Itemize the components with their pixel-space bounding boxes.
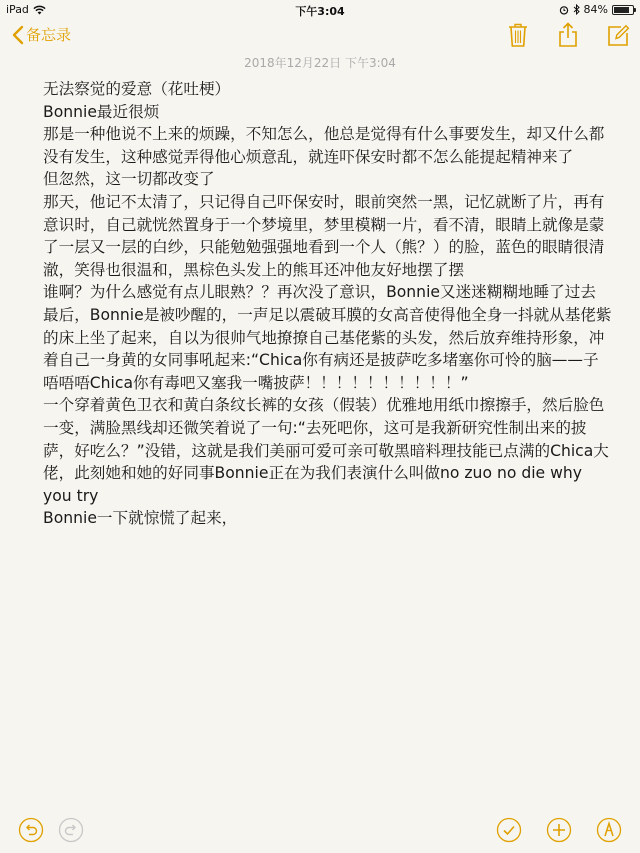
status-time: 下午3:04: [295, 5, 345, 18]
checklist-icon[interactable]: [496, 817, 522, 843]
trash-icon[interactable]: [506, 22, 530, 48]
note-paragraph: 谁啊？为什么感觉有点儿眼熟？？再次没了意识，Bonnie又迷迷糊糊地睡了过去: [43, 283, 596, 302]
note-date: 2018年12月22日 下午3:04: [244, 56, 396, 70]
nav-actions: [506, 22, 630, 48]
note-paragraph: 那天，他记不太清了，只记得自己吓保安时，眼前突然一黑，记忆就断了片，再有意识时，自己就恍然置身于一个梦境里，梦里模糊一片，看不清，眼睛上就像是蒙了一层又一层的白纱，只能勉勉强强地看到一个人（熊？）的脸，蓝色的眼睛很清澈，笑得也很温和，黑棕色头发上的熊耳还冲他友好地摆了摆: [43, 192, 605, 279]
note-paragraph: 但忽然，这一切都改变了: [43, 170, 215, 189]
toolbar-left: [18, 817, 84, 843]
add-icon[interactable]: [546, 817, 572, 843]
alarm-icon: [559, 5, 569, 15]
toolbar-right: [496, 817, 622, 843]
redo-icon[interactable]: [58, 817, 84, 843]
battery-percent: 84%: [583, 3, 608, 16]
note-paragraph: 一个穿着黄色卫衣和黄白条纹长裤的女孩（假装）优雅地用纸巾擦擦手，然后脸色一变，满脸黑线却还微笑着说了一句:“去死吧你，这可是我新研究性制出来的披萨，好吃么？”没错，这就是我们美丽可爱可亲可敬黑暗料理技能已点满的Chica大佬，此刻她和她的好同事Bonnie正在为我们表演什么叫做no zuo no die why you try: [43, 396, 609, 505]
bottom-toolbar: [0, 809, 640, 853]
device-name: iPad: [6, 3, 29, 16]
status-bar: [0, 0, 640, 18]
nav-bar: [0, 18, 640, 54]
note-paragraph: 那是一种他说不上来的烦躁，不知怎么，他总是觉得有什么事要发生，却又什么都没有发生，这种感觉弄得他心烦意乱，就连吓保安时都不怎么能提起精神来了: [43, 125, 605, 166]
share-icon[interactable]: [556, 22, 580, 48]
note-body[interactable]: [43, 78, 613, 530]
back-button-label: 备忘录: [26, 26, 72, 44]
note-paragraph: Bonnie一下就惊慌了起来，: [43, 509, 238, 528]
note-paragraph: 最后，Bonnie是被吵醒的，一声足以震破耳膜的女高音使得他全身一抖就从基佬紫的床上坐了起来，自以为很帅气地撩撩自己基佬紫的头发，然后放弃维持形象，冲着自己一身黄的女同事吼起来:“Chica你有病还是披萨吃多堵塞你可怜的脑——子唔唔唔Chica你有毒吧又塞我一嘴披萨！！！！！！！！！！”: [43, 305, 612, 392]
status-right: [559, 3, 634, 16]
chevron-left-icon: [12, 25, 24, 45]
markup-icon[interactable]: [596, 817, 622, 843]
undo-icon[interactable]: [18, 817, 44, 843]
battery-level: [614, 7, 629, 13]
compose-icon[interactable]: [606, 22, 630, 48]
battery-icon: [612, 5, 634, 15]
back-button[interactable]: [12, 24, 71, 45]
note-paragraph: Bonnie最近很烦: [43, 102, 160, 121]
note-paragraph: 无法察觉的爱意（花吐梗）: [43, 80, 231, 98]
bluetooth-icon: [573, 4, 580, 15]
